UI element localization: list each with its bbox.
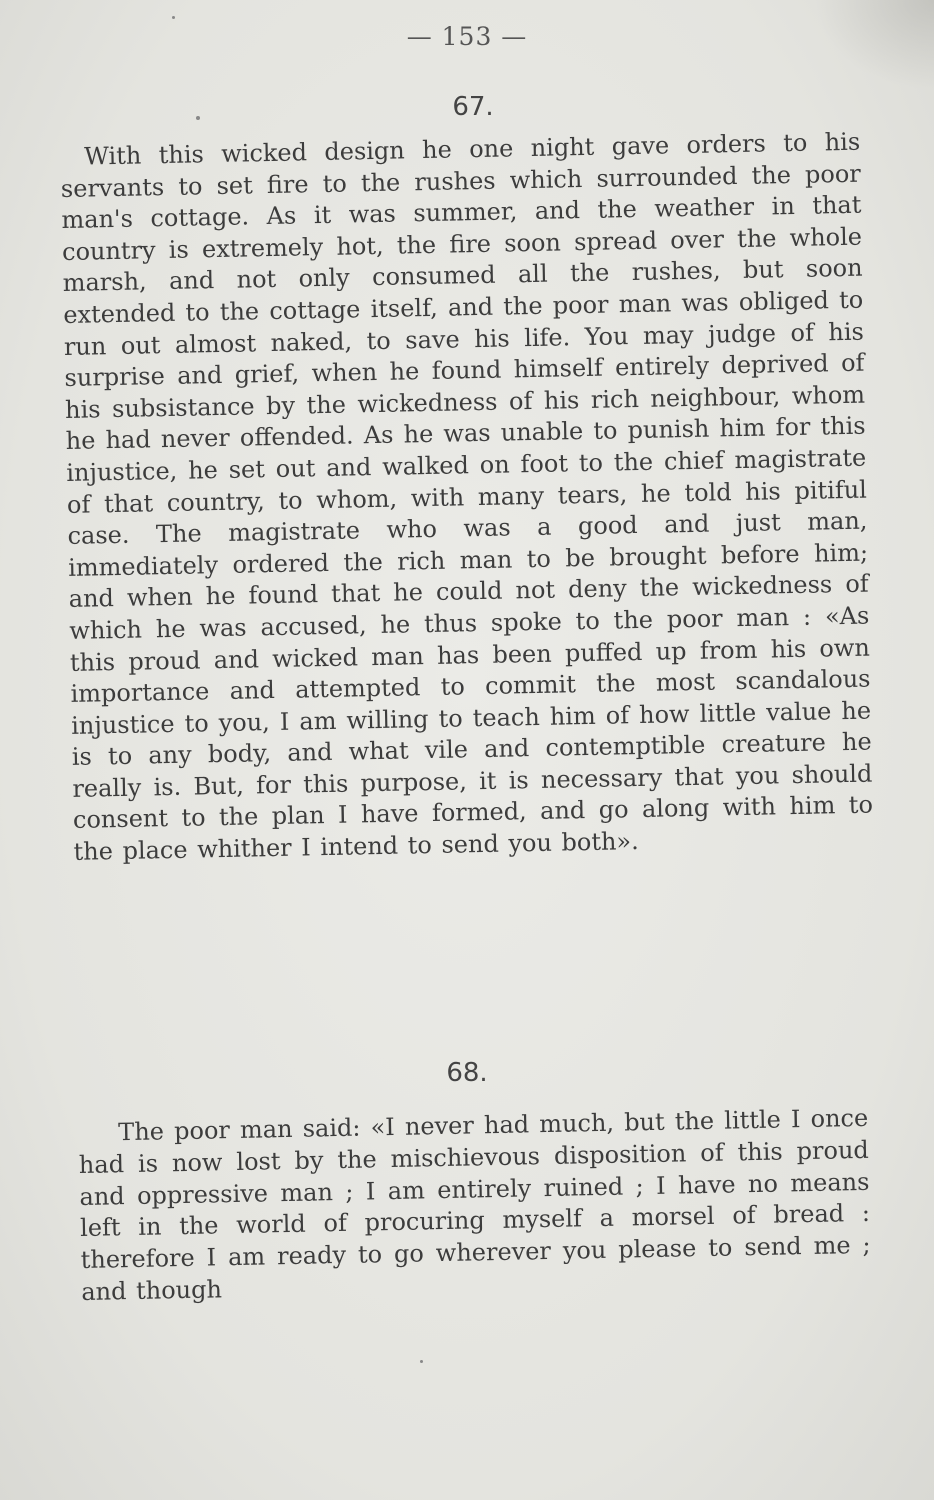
section-number: 67.	[452, 92, 494, 122]
section-number: 68.	[446, 1058, 488, 1088]
ink-speck	[196, 116, 200, 120]
ink-speck	[172, 16, 175, 19]
page-number: — 153 —	[406, 22, 528, 51]
section-paragraph: The poor man said: «I never had much, but the little I once had is now lost by the mischievous disposition of this proud and oppressive man ; I am entirely ruined ; I have no means left in the world of procuring myself a morsel of bread : therefore I am ready to go wherever you please to send me ; and though	[78, 1103, 871, 1306]
ink-speck	[420, 1360, 423, 1363]
section-paragraph: With this wicked design he one night gave orders to his servants to set fire to the rushes which surrounded the poor man's cottage. As it was summer, and the weather in that country is extremely hot, the fire soon spread over the whole marsh, and not only consumed all the rushes, but soon extended to the cottage itself, and the poor man was obliged to run out almost naked, to save his life. You may judge of his surprise and grief, when he found himself entirely deprived of his subsistance by the wickedness of his rich neighbour, whom he had never offended. As he was unable to punish him for this injustice, he set out and walked on foot to the chief magistrate of that country, to whom, with many tears, he told his pitiful case. The magistrate who was a good and just man, immediately ordered the rich man to be brought before him; and when he found that he could not deny the wickedness of which he was accused, he thus spoke to the poor man : «As this proud and wicked man has been puffed up from his own importance and attempted to commit the most scandalous injustice to you, I am willing to teach him of how little value he is to any body, and what vile and contemptible creature he really is. But, for this purpose, it is necessary that you should consent to the plan I have formed, and go along with him to the place whither I intend to send you both».	[60, 127, 874, 866]
